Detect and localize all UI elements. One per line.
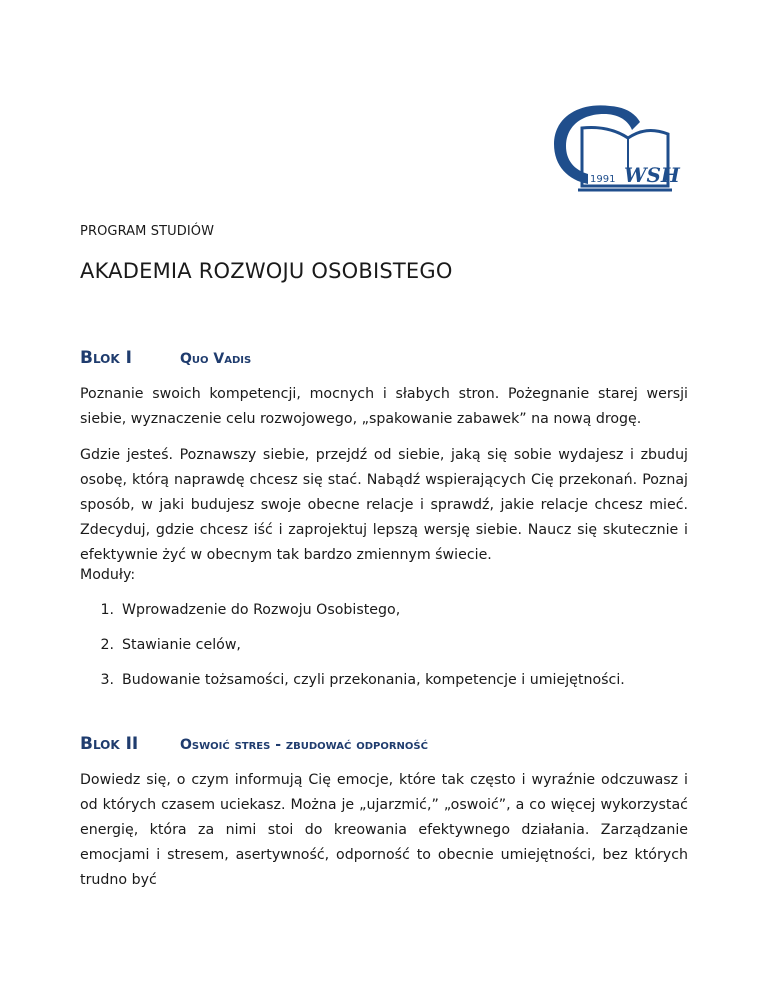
program-label: PROGRAM STUDIÓW xyxy=(80,224,215,239)
list-item: 2. Stawianie celów, xyxy=(100,637,241,653)
list-item: 3. Budowanie tożsamości, czyli przekonania, kompetencje i umiejętności. xyxy=(100,672,625,688)
block-2-name: Oswoić stres - zbudować odporność xyxy=(180,737,428,753)
block-1-heading xyxy=(80,341,251,369)
document-title: AKADEMIA ROZWOJU OSOBISTEGO xyxy=(80,259,453,283)
modules-label: Moduły: xyxy=(80,567,136,583)
block-2-heading xyxy=(80,727,428,755)
block-2-description: Dowiedz się, o czym informują Cię emocje, które tak często i wyraźnie odczuwasz i od których czasem uciekasz. Można je „ujarzmić,” „oswoić”, a co więcej wykorzystać energię, która za nimi stoi do kreowania efektywnego działania. Zarządzanie emocjami i stresem, asertywność, odporność to obecnie umiejętności, bez których trudno być xyxy=(80,772,688,888)
block-1-name: Quo Vadis xyxy=(180,351,252,367)
module-list xyxy=(80,600,625,705)
block-1-number: Blok I xyxy=(80,348,132,368)
logo-year: 1991 xyxy=(590,174,616,185)
list-item: 1. Wprowadzenie do Rozwoju Osobistego, xyxy=(100,602,401,618)
block-2-number: Blok II xyxy=(80,734,139,754)
wsh-logo xyxy=(548,100,680,196)
block-1-description: Gdzie jesteś. Poznawszy siebie, przejdź od siebie, jaką się sobie wydajesz i zbuduj osobę, którą naprawdę chcesz się stać. Nabądź wspierających Cię przekonań. Poznaj sposób, w jaki budujesz swoje obecne relacje i sprawdź, jakie relacje chcesz mieć. Zdecyduj, gdzie chcesz iść i zaprojektuj lepszą wersję siebie. Naucz się skutecznie i efektywnie żyć w obecnym tak bardzo zmiennym świecie. xyxy=(80,447,688,563)
logo-wordmark: WSH xyxy=(624,163,680,187)
block-1-intro: Poznanie swoich kompetencji, mocnych i słabych stron. Pożegnanie starej wersji siebie, wyznaczenie celu rozwojowego, „spakowanie zabawek” na nową drogę. xyxy=(80,386,688,427)
